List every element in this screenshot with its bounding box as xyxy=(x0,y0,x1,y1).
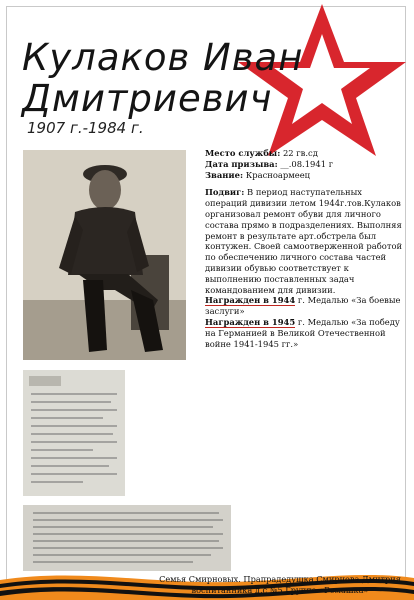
footer-line-2: воспитанника д.с №5 Группа «Ромашка» xyxy=(191,585,369,595)
award-1945-text: Медалью «За победу на Германией в Великой Отечественной войне 1941-1945 гг.» xyxy=(205,316,400,349)
place-label: Место службы: xyxy=(205,148,281,158)
award-1945-label: Награжден в 1945 xyxy=(205,316,296,327)
place-value: 22 гв.сд xyxy=(282,148,318,158)
portrait-illustration xyxy=(23,150,186,360)
award-1945-suffix: г. xyxy=(295,316,305,327)
award-1944-label: Награжден в 1944 xyxy=(205,295,296,306)
award-1944-suffix: г. xyxy=(295,295,305,306)
award-1945 xyxy=(205,317,403,349)
service-info xyxy=(205,148,403,349)
service-place xyxy=(205,148,403,159)
award-document-scan xyxy=(23,370,125,496)
rank-label: Звание: xyxy=(205,169,244,180)
person-patronymic: Дмитриевич xyxy=(22,77,273,120)
rank-value: Красноармеец xyxy=(245,169,311,180)
service-rank xyxy=(205,170,403,181)
award-1944-text: Медалью «За боевые заслуги» xyxy=(205,295,401,317)
document-lines xyxy=(23,370,125,496)
award-1944 xyxy=(205,295,403,317)
draft-value: __.08.1941 г xyxy=(280,158,334,169)
feat-label: Подвиг: xyxy=(205,187,245,198)
feat-text: В период наступательных операций дивизии летом 1944г.тов.Кулаков организовал ремонт обуви для личного состава прямо в подразделениях. Выполняя ремонт в результате арт.обстрела был контужен. Своей самоотверженной работой по обеспечению личного состава частей дивизии обувью соответствует к выполнению поставленных задач командованием для дивизии. xyxy=(205,187,403,295)
feat-paragraph xyxy=(205,187,403,295)
soldier-portrait-photo xyxy=(23,150,186,360)
life-years: 1907 г.-1984 г. xyxy=(27,119,144,137)
draft-label: Дата призыва: xyxy=(205,158,278,169)
footer-line-1: Семья Смирновых. Прапрадедушка Смирнова Дмитрия xyxy=(159,574,401,584)
person-name-first: Кулаков Иван xyxy=(22,36,304,79)
footer-caption xyxy=(150,574,410,596)
service-draft-date xyxy=(205,159,403,170)
